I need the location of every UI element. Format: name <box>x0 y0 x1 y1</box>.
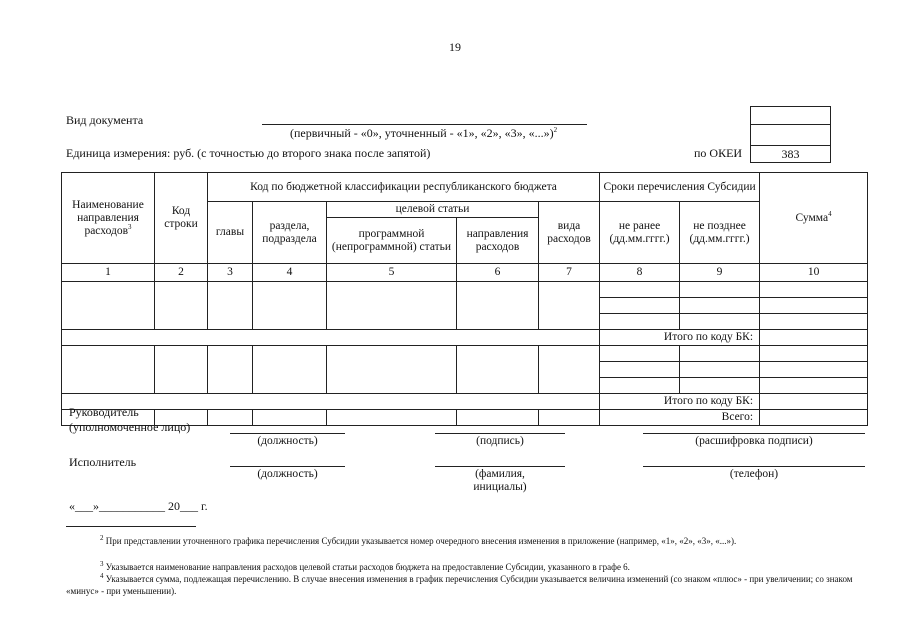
subsidy-schedule-table <box>61 172 868 426</box>
cell[interactable] <box>600 378 680 394</box>
cell[interactable] <box>155 282 208 330</box>
cell[interactable] <box>760 314 868 330</box>
cell[interactable] <box>327 282 457 330</box>
cell[interactable] <box>253 346 327 394</box>
cell[interactable] <box>155 346 208 394</box>
cell[interactable] <box>680 298 760 314</box>
page-number: 19 <box>449 40 461 54</box>
header-vida: вида расходов <box>539 202 600 264</box>
cell <box>62 394 600 410</box>
cell[interactable] <box>457 346 539 394</box>
cell[interactable] <box>760 298 868 314</box>
head-label-sub: (уполномоченное лицо) <box>69 420 191 434</box>
header-ne-ranee: не ранее (дд.мм.гггг.) <box>600 202 680 264</box>
phone-line[interactable] <box>643 466 865 467</box>
footnote-3: $^3$ Указывается наименование направления расходов целевой статьи расходов бюджета на предоставление Субсидии, указанного в графе 6. <box>100 560 630 572</box>
header-name: Наименование направления расходов$^3$ <box>62 173 155 264</box>
executor-label: Исполнитель <box>69 455 137 469</box>
position-caption: (должность) <box>257 435 318 447</box>
cell[interactable] <box>62 346 155 394</box>
decode-caption: (расшифровка подписи) <box>695 435 813 447</box>
header-code: Код строки <box>155 173 208 264</box>
doc-kind-hint: (первичный - «0», уточненный - «1», «2», «3», «...»)$^2$ <box>290 126 558 140</box>
cell[interactable] <box>680 282 760 298</box>
header-glavy: главы <box>208 202 253 264</box>
col-num: 9 <box>680 264 760 282</box>
col-num: 5 <box>327 264 457 282</box>
cell[interactable] <box>539 282 600 330</box>
header-program: программной (непрограммной) статьи <box>327 218 457 264</box>
signature-line[interactable] <box>435 433 565 434</box>
vsego-label: Всего: <box>600 410 760 426</box>
cell[interactable] <box>539 346 600 394</box>
itogo-value[interactable] <box>760 394 868 410</box>
cell[interactable] <box>600 362 680 378</box>
doc-kind-box[interactable] <box>750 106 831 125</box>
cell[interactable] <box>539 410 600 426</box>
header-bk: Код по бюджетной классификации республиканского бюджета <box>208 173 600 202</box>
col-num: 6 <box>457 264 539 282</box>
cell[interactable] <box>760 346 868 362</box>
header-celevoy: целевой статьи <box>327 202 539 218</box>
cell[interactable] <box>600 346 680 362</box>
col-num: 3 <box>208 264 253 282</box>
position2-caption: (должность) <box>257 468 318 480</box>
cell[interactable] <box>600 282 680 298</box>
cell[interactable] <box>680 314 760 330</box>
cell[interactable] <box>457 410 539 426</box>
col-num: 8 <box>600 264 680 282</box>
header-summa: Сумма$^4$ <box>760 173 868 264</box>
itogo-label: Итого по коду БК: <box>600 330 760 346</box>
cell[interactable] <box>760 362 868 378</box>
footnote-separator <box>66 526 196 527</box>
col-num: 2 <box>155 264 208 282</box>
cell[interactable] <box>457 282 539 330</box>
date-line[interactable]: «___»___________ 20___ г. <box>69 499 208 513</box>
col-num: 4 <box>253 264 327 282</box>
header-razdel: раздела, подраздела <box>253 202 327 264</box>
header-napr: направления расходов <box>457 218 539 264</box>
cell[interactable] <box>208 410 253 426</box>
itogo-value[interactable] <box>760 330 868 346</box>
cell[interactable] <box>760 282 868 298</box>
okei-label: по ОКЕИ <box>694 146 743 160</box>
itogo-label: Итого по коду БК: <box>600 394 760 410</box>
cell[interactable] <box>208 346 253 394</box>
doc-kind-box-lower <box>750 124 831 146</box>
cell[interactable] <box>62 282 155 330</box>
footnote-2: $^2$ При представлении уточненного графика перечисления Субсидии указывается номер очередного внесения изменения в приложение (например, «1», «2», «3», «...»). <box>100 534 737 546</box>
vsego-value[interactable] <box>760 410 868 426</box>
cell[interactable] <box>253 410 327 426</box>
cell[interactable] <box>327 346 457 394</box>
decode-line[interactable] <box>643 433 865 434</box>
col-num: 10 <box>760 264 868 282</box>
unit-label: Единица измерения: руб. (с точностью до второго знака после запятой) <box>66 146 431 160</box>
cell[interactable] <box>760 378 868 394</box>
footnote-4: $^4$ Указывается сумма, подлежащая перечислению. В случае внесения изменения в график перечисления Субсидии указывается величина изменений (со знаком «плюс» - при увеличении; со знаком «минус» - при уменьшении). <box>66 572 853 596</box>
cell[interactable] <box>680 362 760 378</box>
phone-caption: (телефон) <box>729 468 779 480</box>
cell[interactable] <box>680 378 760 394</box>
header-ne-pozdnee: не позднее (дд.мм.гггг.) <box>680 202 760 264</box>
header-sroki: Сроки перечисления Субсидии <box>600 173 760 202</box>
cell[interactable] <box>253 282 327 330</box>
doc-kind-label: Вид документа <box>66 113 144 127</box>
cell <box>62 330 600 346</box>
cell[interactable] <box>600 314 680 330</box>
head-label: Руководитель <box>69 405 139 419</box>
signature-caption: (подпись) <box>476 435 524 447</box>
position-line[interactable] <box>230 433 345 434</box>
col-num: 7 <box>539 264 600 282</box>
fio-caption: (фамилия, инициалы) <box>473 468 527 493</box>
okei-code: 383 <box>781 147 800 161</box>
cell[interactable] <box>680 346 760 362</box>
fio-line[interactable] <box>435 466 565 467</box>
cell[interactable] <box>327 410 457 426</box>
cell[interactable] <box>600 298 680 314</box>
doc-kind-line <box>262 124 587 125</box>
position2-line[interactable] <box>230 466 345 467</box>
col-num: 1 <box>62 264 155 282</box>
cell[interactable] <box>208 282 253 330</box>
